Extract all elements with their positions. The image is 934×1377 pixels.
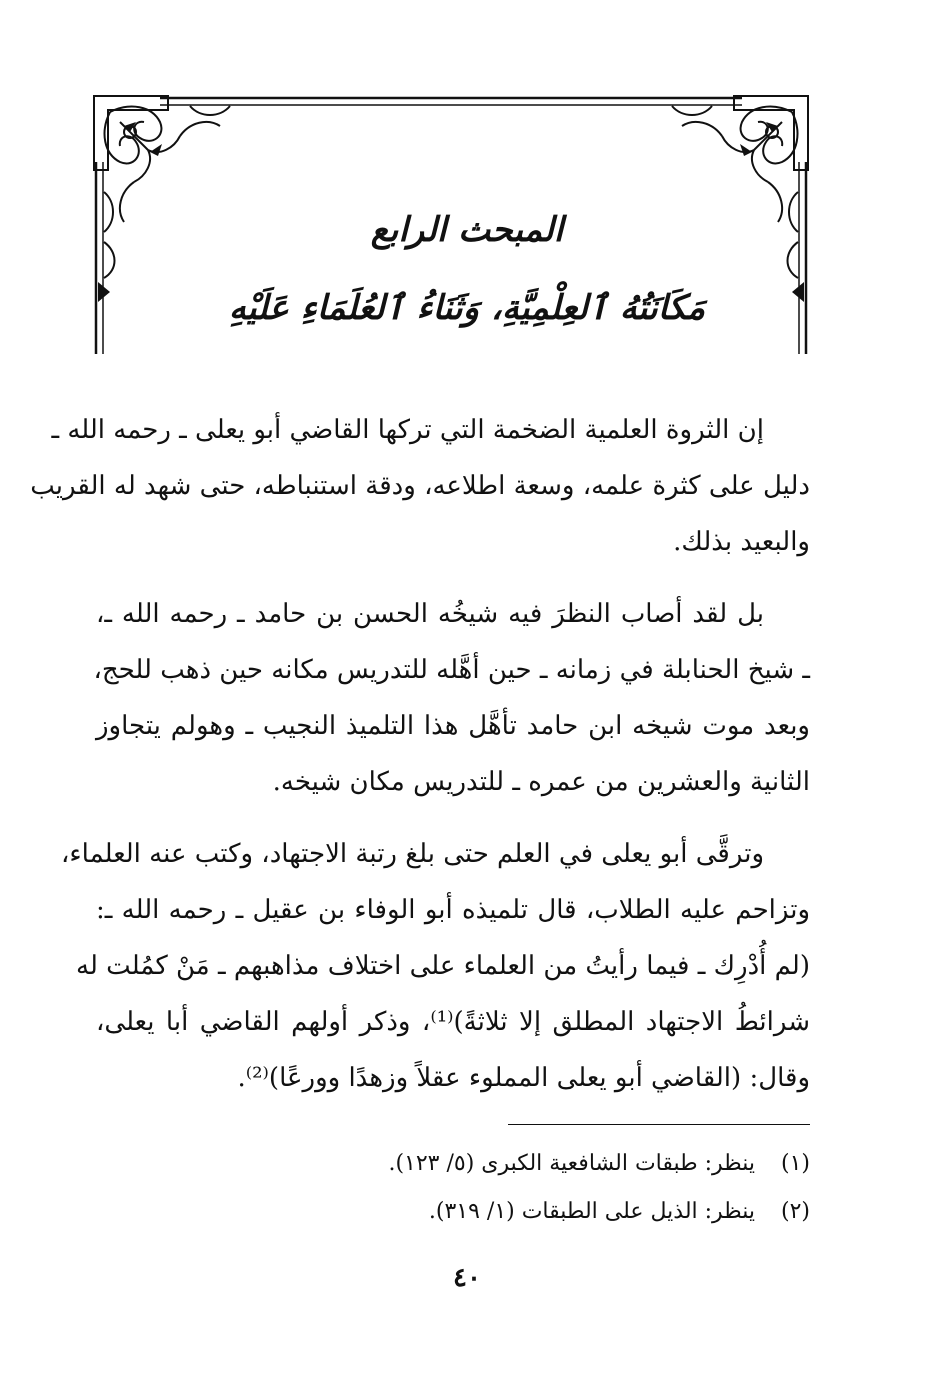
text-line: ـ شيخ الحنابلة في زمانه ـ حين أهَّله للتدريس مكانه حين ذهب للحج، [93,655,810,685]
text-line: وبعد موت شيخه ابن حامد تأهَّل هذا التلميذ النجيب ـ وهولم يتجاوز [96,711,810,741]
page-number: ٤٠ [453,1263,481,1293]
paragraph-1 [30,402,810,570]
text-line: وتزاحم عليه الطلاب، قال تلميذه أبو الوفاء بن عقيل ـ رحمه الله ـ: [96,895,810,925]
body-text [30,402,810,1122]
text-line: (لم أُدْرِك ـ فيما رأيتُ من العلماء على اختلاف مذاهبهم ـ مَنْ كمُلت له [76,951,810,981]
paragraph-3 [61,826,810,1106]
footnotes [300,1140,810,1236]
footnote-text: ينظر: طبقات الشافعية الكبرى (٥/ ١٢٣). [388,1151,755,1176]
text-line: وترقَّى أبو يعلى في العلم حتى بلغ رتبة الاجتهاد، وكتب عنه العلماء، [61,839,764,869]
footnote-separator [508,1124,810,1125]
text-line: دليل على كثرة علمه، وسعة اطلاعه، ودقة استنباطه، حتى شهد له القريب [30,471,810,501]
footnote-item [300,1188,810,1236]
footnote-number: (١) [780,1151,810,1176]
text-line: إن الثروة العلمية الضخمة التي تركها القاضي أبو يعلى ـ رحمه الله ـ [51,415,764,445]
text-line: والبعيد بذلك. [673,527,810,557]
footnote-item [300,1140,810,1188]
chapter-label: المبحث الرابع [370,210,564,250]
footnote-number: (٢) [780,1199,810,1224]
text-line: الثانية والعشرين من عمره ـ للتدريس مكان شيخه. [272,767,810,797]
paragraph-2 [93,586,810,810]
footnote-text: ينظر: الذيل على الطبقات (١/ ٣١٩). [428,1199,755,1224]
text-line: وقال: (القاضي أبو يعلى المملوء عقلاً وزهدًا وورعًا)⁽²⁾. [237,1063,810,1093]
chapter-title: مَكَانَتُهُ ٱلعِلْمِيَّةِ، وَثَنَاءُ ٱلعُلَمَاءِ عَلَيْهِ [228,288,706,328]
text-line: بل لقد أصاب النظرَ فيه شيخُه الحسن بن حامد ـ رحمه الله ـ، [96,599,764,629]
text-line: شرائطُ الاجتهاد المطلق إلا ثلاثةً)⁽¹⁾، وذكر أولهم القاضي أبا يعلى، [96,1007,810,1037]
